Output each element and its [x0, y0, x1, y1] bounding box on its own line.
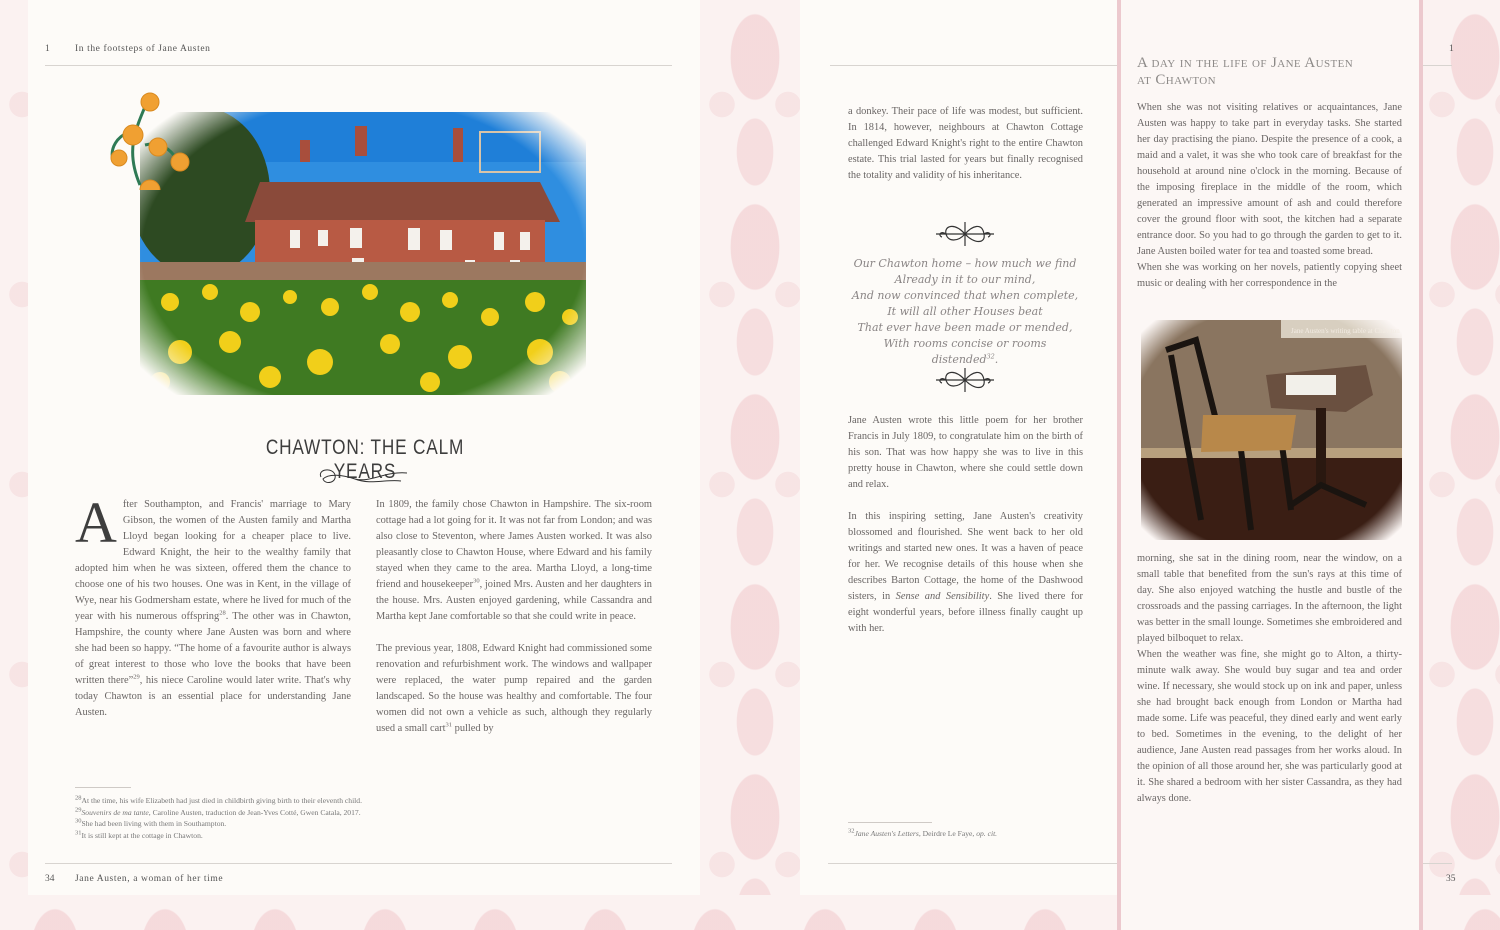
paragraph: pulled by	[452, 723, 494, 734]
poem-line: It will all other Houses beat	[887, 305, 1043, 318]
chawton-house-photo	[140, 112, 586, 395]
footer-title: Jane Austen, a woman of her time	[75, 874, 224, 884]
paragraph: , his niece Caroline would later write. That's why today Chawton is an essential place for understanding Jane Austen.	[75, 675, 351, 718]
paragraph: The previous year, 1808, Edward Knight had commissioned some renovation and refurbishment work. The windows and wallpaper were replaced, the water pump repaired and the garden landscaped. So the house was healthy and comfortable. The four women did not own a vehicle as such, although they regularly used a small cart	[376, 643, 652, 734]
writing-table-photo	[1141, 320, 1402, 540]
footer-rule-left	[45, 863, 672, 864]
sidebar-title	[1137, 55, 1407, 89]
footnote-ref: 31	[445, 721, 453, 729]
book-title: Sense and Sensibility	[895, 591, 990, 602]
footnote-ref: 28	[219, 609, 226, 617]
sidebar-title-line: A day in the life of Jane Austen	[1137, 55, 1354, 71]
page-number-right: 35	[1446, 874, 1456, 884]
footnote-ref: 29	[133, 673, 140, 681]
paragraph: In this inspiring setting, Jane Austen's creativity blossomed and flourished. She went back to her old writings and started new ones. It was a haven of peace for her. We recognise details of this house when she describes Barton Cottage, the home of the Dashwood sisters, in	[848, 511, 1083, 602]
paragraph: . The other was in Chawton, Hampshire, the county where Jane Austen was born and where she had been so happy. “The home of a favourite author is always of great interest to those who love the books that have been written there”	[75, 611, 351, 686]
damask-margin-right	[1420, 0, 1500, 930]
paragraph: In 1809, the family chose Chawton in Hampshire. The six-room cottage had a lot going for it. It was not far from London; and was also close to Steventon, where James Austen worked. It was also pleasantly close to Chawton House, where Edward and his family stayed when they came to the area. Martha Lloyd, a long-time friend and housekeeper	[376, 499, 652, 590]
poem-line: Our Chawton home – how much we find	[853, 257, 1077, 270]
footnote-rule-right	[848, 822, 932, 823]
poem-line: Already in it to our mind,	[894, 273, 1036, 286]
title-flourish-icon	[315, 465, 411, 487]
paragraph: a donkey. Their pace of life was modest, but sufficient. In 1814, however, neighbours at Chawton Cottage challenged Edward Knight's right to the entire Chawton estate. This trial lasted for years but finally recognised the totality and validity of his inheritance.	[848, 106, 1083, 181]
poem	[850, 256, 1080, 368]
damask-margin-left	[0, 0, 28, 930]
footnote-32: $^{32}$Jane Austen's Letters, Deirdre Le Faye, op. cit.	[848, 827, 998, 838]
paragraph: When she was not visiting relatives or acquaintances, Jane Austen was happy to take part in everyday tasks. She started her day practising the piano. Despite the presence of a cook, a maid and a valet, it was she who took care of breakfast for the household at around nine o'clock in the morning. Because of the imposing fireplace in the middle of the room, which generated an impressive amount of ash and could therefore cover the ground floor with soot, the kitchen had a separate entrance door. So you had to go through the garden to get to it. Jane Austen boiled water for tea and toasted some bread.	[1137, 102, 1402, 257]
footnote-31: $^{31}$It is still kept at the cottage in Chawton.	[75, 828, 203, 840]
sidebar-text-bottom	[1137, 551, 1402, 807]
running-head-title: In the footsteps of Jane Austen	[75, 44, 211, 54]
damask-gutter	[700, 0, 800, 930]
footnotes-left	[75, 795, 475, 841]
poem-line: And now convinced that when complete,	[851, 289, 1079, 302]
footnote-29: $^{29}$Souvenirs de ma tante, Caroline Austen, traduction de Jean-Yves Cotté, Gwen Catala, 2017.	[75, 805, 361, 817]
header-rule-left	[45, 65, 672, 66]
footnote-28: $^{28}$At the time, his wife Elizabeth had just died in childbirth giving birth to their eleventh child.	[75, 794, 362, 805]
paragraph: When she was working on her novels, patiently copying sheet music or dealing with her correspondence in the	[1137, 262, 1402, 289]
running-head-number-left: 1	[45, 44, 50, 54]
ornament-bottom-icon	[934, 366, 996, 394]
paragraph: morning, she sat in the dining room, near the window, on a small table that benefited from the sun's rays at this time of day. She also enjoyed watching the hustle and bustle of the crossroads and the passing carriages. In the afternoon, the light was better in the small lounge. Sometimes she embroidered and played bilboquet to relax.	[1137, 553, 1402, 644]
photo-caption: Jane Austen's writing table at Chawton	[1291, 327, 1400, 335]
ornament-top-icon	[934, 220, 996, 248]
paragraph: Jane Austen wrote this little poem for her brother Francis in July 1809, to congratulate him on the birth of his son. That was how happy she was to live in this pretty house in Chawton, where she could settle down and relax.	[848, 415, 1083, 490]
footnote-rule	[75, 787, 131, 788]
flower-sprig-icon	[105, 90, 195, 190]
sidebar-title-line: at Chawton	[1137, 72, 1216, 88]
running-head-number-right: 1	[1449, 44, 1454, 54]
sidebar-text-top	[1137, 100, 1402, 292]
paragraph: , joined Mrs. Austen and her daughters in the house. Mrs. Austen enjoyed gardening, while Cassandra and Martha kept Jane comfortable so that she could write in peace.	[376, 579, 652, 622]
left-column-2	[376, 497, 652, 737]
left-column-1	[75, 490, 351, 721]
chapter-title: CHAWTON: THE CALM YEARS	[265, 436, 465, 483]
footnote-30: $^{30}$She had been living with them in Southampton.	[75, 817, 227, 828]
paragraph: . She lived there for eight wonderful years, before illness finally caught up with her.	[848, 591, 1084, 634]
paragraph: fter Southampton, and Francis' marriage to Mary Gibson, the women of the Austen family and Martha Lloyd began looking for a cheaper place to live. Edward Knight, the heir to the wealthy family that adopted him when he was sixteen, offered them the chance to choose one of his two houses. One was in Kent, in the village of Wye, near his Godmersham estate, where he lived for much of the year with his numerous offspring	[75, 499, 351, 622]
drop-cap: A	[75, 490, 117, 555]
footnote-ref: 30	[473, 577, 480, 585]
paragraph: When the weather was fine, she might go to Alton, a thirty-minute walk away. She would buy sugar and tea and order wine. If necessary, she would stock up on ink and paper, unless she had brought back enough from London or Martha had made some. Life was peaceful, they dined early and went early to bed. Sometimes in the evening, to the delight of her audience, Jane Austen read passages from her works aloud. In the opinion of all those around her, she was particularly good at it. She shared a bedroom with her sister Cassandra, as they had always done.	[1137, 649, 1402, 804]
poem-line: That ever have been made or mended,	[857, 321, 1073, 334]
right-column-1-bottom	[848, 413, 1083, 637]
right-column-1-top	[848, 104, 1083, 184]
poem-line: With rooms concise or rooms distended$^{32}$.	[883, 337, 1047, 366]
page-number-left: 34	[45, 874, 55, 884]
